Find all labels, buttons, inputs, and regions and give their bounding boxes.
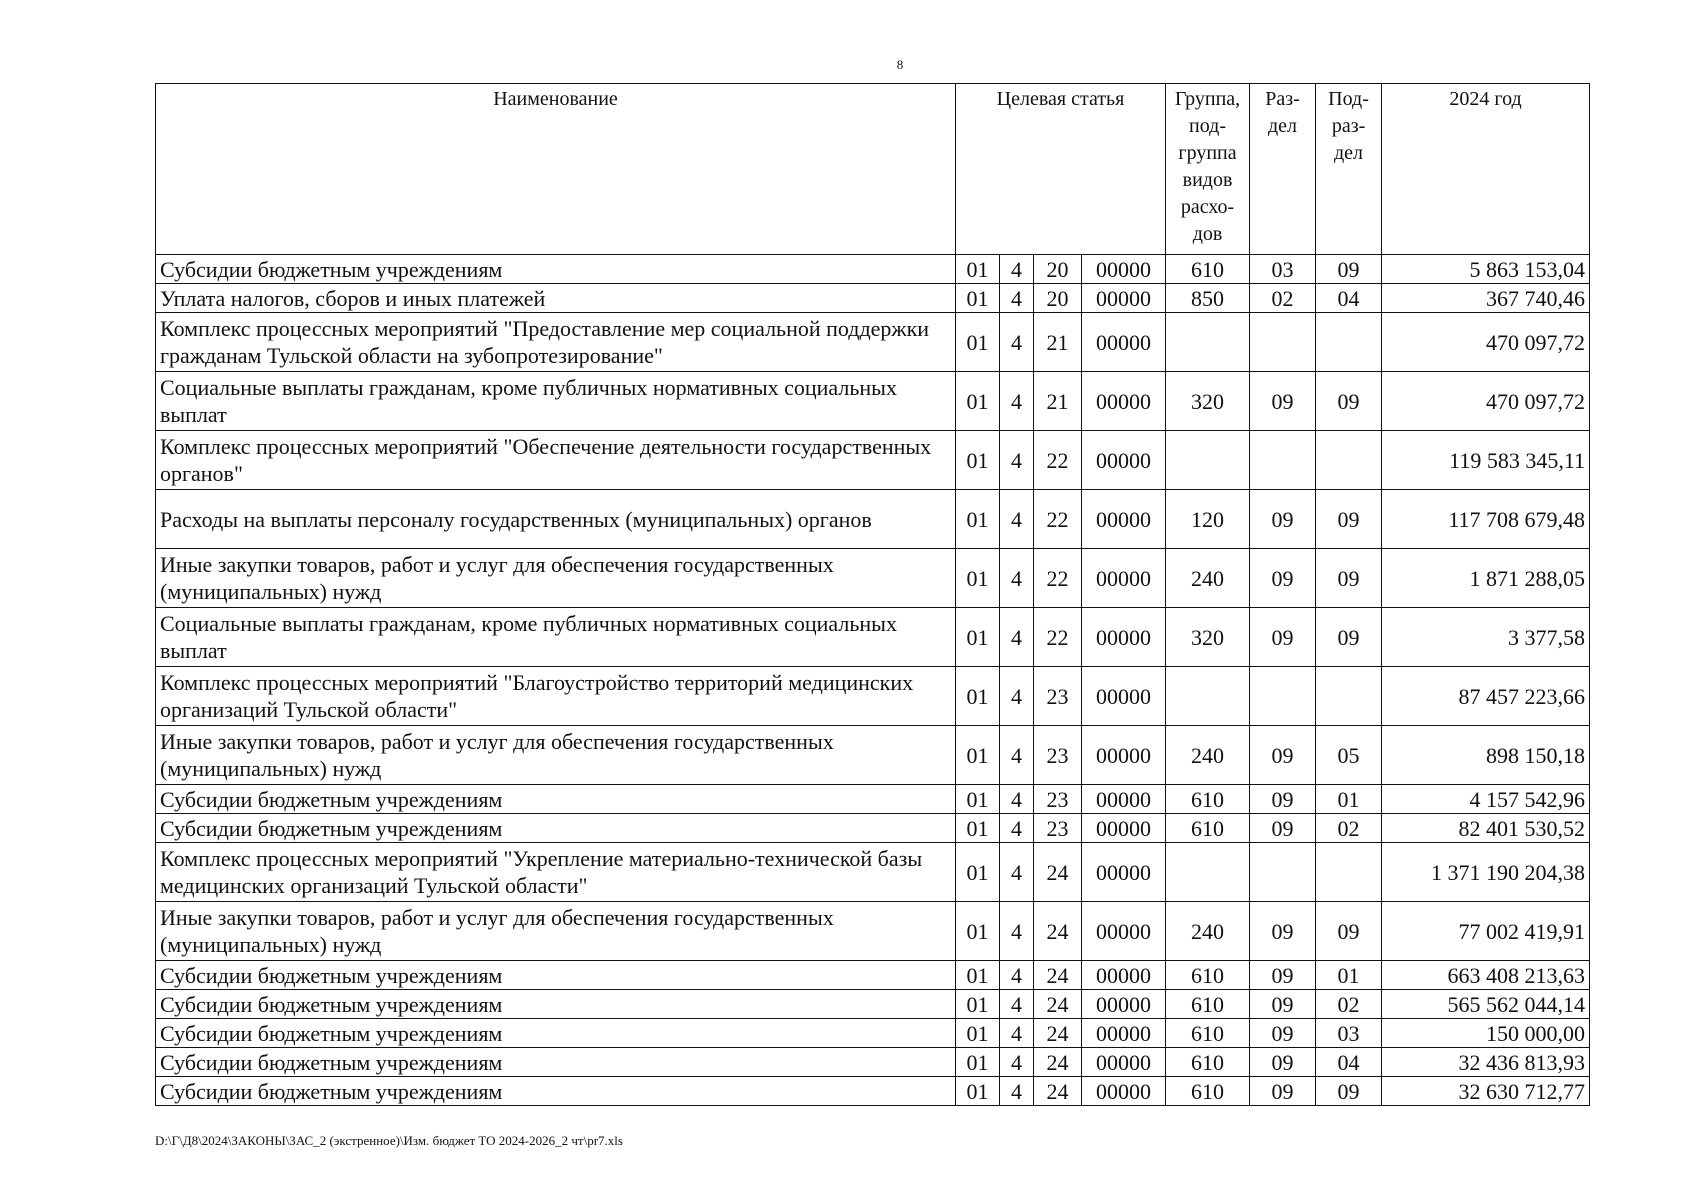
code-item: 24 (1034, 990, 1082, 1019)
expense-group: 610 (1166, 1048, 1250, 1077)
code-type: 4 (1000, 902, 1034, 961)
code-direction: 00000 (1082, 255, 1166, 284)
code-type: 4 (1000, 667, 1034, 726)
code-type: 4 (1000, 990, 1034, 1019)
row-name: Субсидии бюджетным учреждениям (156, 1048, 956, 1077)
expense-group (1166, 667, 1250, 726)
row-name: Субсидии бюджетным учреждениям (156, 1077, 956, 1106)
expense-group: 120 (1166, 490, 1250, 549)
code-item: 24 (1034, 902, 1082, 961)
code-program: 01 (956, 284, 1000, 313)
amount-2024: 565 562 044,14 (1382, 990, 1590, 1019)
code-program: 01 (956, 726, 1000, 785)
code-direction: 00000 (1082, 313, 1166, 372)
code-type: 4 (1000, 549, 1034, 608)
section: 09 (1250, 1077, 1316, 1106)
expense-group (1166, 313, 1250, 372)
code-program: 01 (956, 961, 1000, 990)
header-name: Наименование (156, 84, 956, 255)
expense-group: 610 (1166, 814, 1250, 843)
subsection (1316, 431, 1382, 490)
expense-group (1166, 431, 1250, 490)
table-row (156, 284, 1590, 313)
row-name: Иные закупки товаров, работ и услуг для обеспечения государственных (муниципальных) нужд (156, 726, 956, 785)
code-item: 22 (1034, 490, 1082, 549)
expense-group: 610 (1166, 1077, 1250, 1106)
row-name: Комплекс процессных мероприятий "Предоставление мер социальной поддержки гражданам Тульской области на зубопротезирование" (156, 313, 956, 372)
table-row (156, 490, 1590, 549)
code-direction: 00000 (1082, 431, 1166, 490)
row-name: Иные закупки товаров, работ и услуг для обеспечения государственных (муниципальных) нужд (156, 549, 956, 608)
expense-group: 610 (1166, 990, 1250, 1019)
amount-2024: 1 871 288,05 (1382, 549, 1590, 608)
section (1250, 667, 1316, 726)
expense-group: 240 (1166, 726, 1250, 785)
row-name: Уплата налогов, сборов и иных платежей (156, 284, 956, 313)
subsection: 09 (1316, 549, 1382, 608)
row-name: Комплекс процессных мероприятий "Благоустройство территорий медицинских организаций Тульской области" (156, 667, 956, 726)
header-group (1166, 84, 1250, 255)
row-name: Субсидии бюджетным учреждениям (156, 785, 956, 814)
amount-2024: 3 377,58 (1382, 608, 1590, 667)
amount-2024: 87 457 223,66 (1382, 667, 1590, 726)
table-row (156, 1077, 1590, 1106)
subsection: 09 (1316, 608, 1382, 667)
amount-2024: 470 097,72 (1382, 313, 1590, 372)
code-direction: 00000 (1082, 990, 1166, 1019)
table-row (156, 255, 1590, 284)
amount-2024: 663 408 213,63 (1382, 961, 1590, 990)
table-row (156, 1019, 1590, 1048)
table-row (156, 372, 1590, 431)
table-row (156, 902, 1590, 961)
row-name: Социальные выплаты гражданам, кроме публичных нормативных социальных выплат (156, 608, 956, 667)
code-program: 01 (956, 255, 1000, 284)
code-program: 01 (956, 1048, 1000, 1077)
section: 09 (1250, 726, 1316, 785)
code-item: 24 (1034, 1048, 1082, 1077)
code-direction: 00000 (1082, 1048, 1166, 1077)
code-program: 01 (956, 990, 1000, 1019)
amount-2024: 470 097,72 (1382, 372, 1590, 431)
code-program: 01 (956, 313, 1000, 372)
code-direction: 00000 (1082, 785, 1166, 814)
code-direction: 00000 (1082, 961, 1166, 990)
row-name: Субсидии бюджетным учреждениям (156, 255, 956, 284)
section: 09 (1250, 1048, 1316, 1077)
code-direction: 00000 (1082, 1019, 1166, 1048)
code-direction: 00000 (1082, 843, 1166, 902)
section: 09 (1250, 372, 1316, 431)
code-item: 23 (1034, 726, 1082, 785)
code-program: 01 (956, 1077, 1000, 1106)
code-type: 4 (1000, 284, 1034, 313)
header-row (156, 84, 1590, 255)
table-row (156, 843, 1590, 902)
subsection (1316, 667, 1382, 726)
page-number: 8 (896, 57, 904, 72)
code-item: 20 (1034, 284, 1082, 313)
expense-group: 240 (1166, 902, 1250, 961)
expense-group: 320 (1166, 372, 1250, 431)
code-type: 4 (1000, 785, 1034, 814)
code-item: 23 (1034, 785, 1082, 814)
subsection: 02 (1316, 814, 1382, 843)
code-item: 21 (1034, 313, 1082, 372)
amount-2024: 4 157 542,96 (1382, 785, 1590, 814)
amount-2024: 1 371 190 204,38 (1382, 843, 1590, 902)
header-group-text: Группа, под- группа видов расхо- дов (1174, 88, 1241, 245)
code-item: 23 (1034, 814, 1082, 843)
row-name: Комплекс процессных мероприятий "Обеспечение деятельности государственных органов" (156, 431, 956, 490)
header-subsection: Под- раз- дел (1316, 84, 1382, 255)
code-type: 4 (1000, 843, 1034, 902)
table-row (156, 1048, 1590, 1077)
subsection: 09 (1316, 902, 1382, 961)
code-direction: 00000 (1082, 814, 1166, 843)
amount-2024: 150 000,00 (1382, 1019, 1590, 1048)
code-direction: 00000 (1082, 608, 1166, 667)
row-name: Комплекс процессных мероприятий "Укрепление материально-технической базы медицинских организаций Тульской области" (156, 843, 956, 902)
code-type: 4 (1000, 961, 1034, 990)
code-direction: 00000 (1082, 726, 1166, 785)
subsection (1316, 313, 1382, 372)
section: 09 (1250, 785, 1316, 814)
code-direction: 00000 (1082, 902, 1166, 961)
code-item: 23 (1034, 667, 1082, 726)
code-item: 24 (1034, 1077, 1082, 1106)
subsection: 03 (1316, 1019, 1382, 1048)
code-program: 01 (956, 608, 1000, 667)
section: 09 (1250, 490, 1316, 549)
code-item: 24 (1034, 843, 1082, 902)
table-row (156, 313, 1590, 372)
code-type: 4 (1000, 1048, 1034, 1077)
amount-2024: 82 401 530,52 (1382, 814, 1590, 843)
table-row (156, 608, 1590, 667)
code-item: 22 (1034, 431, 1082, 490)
section: 09 (1250, 608, 1316, 667)
amount-2024: 119 583 345,11 (1382, 431, 1590, 490)
expense-group: 610 (1166, 961, 1250, 990)
code-direction: 00000 (1082, 284, 1166, 313)
code-program: 01 (956, 785, 1000, 814)
code-program: 01 (956, 1019, 1000, 1048)
code-item: 24 (1034, 1019, 1082, 1048)
expense-group: 240 (1166, 549, 1250, 608)
header-target: Целевая статья (956, 84, 1166, 255)
code-type: 4 (1000, 726, 1034, 785)
code-direction: 00000 (1082, 549, 1166, 608)
expense-group: 610 (1166, 785, 1250, 814)
table-row (156, 990, 1590, 1019)
code-direction: 00000 (1082, 1077, 1166, 1106)
code-type: 4 (1000, 372, 1034, 431)
expense-group: 610 (1166, 255, 1250, 284)
code-program: 01 (956, 372, 1000, 431)
section: 09 (1250, 1019, 1316, 1048)
table-row (156, 726, 1590, 785)
amount-2024: 117 708 679,48 (1382, 490, 1590, 549)
table-row (156, 667, 1590, 726)
subsection: 09 (1316, 490, 1382, 549)
section (1250, 431, 1316, 490)
code-direction: 00000 (1082, 490, 1166, 549)
section: 02 (1250, 284, 1316, 313)
section: 09 (1250, 990, 1316, 1019)
section (1250, 843, 1316, 902)
code-program: 01 (956, 667, 1000, 726)
table-row (156, 549, 1590, 608)
subsection: 09 (1316, 1077, 1382, 1106)
code-direction: 00000 (1082, 372, 1166, 431)
row-name: Субсидии бюджетным учреждениям (156, 961, 956, 990)
amount-2024: 367 740,46 (1382, 284, 1590, 313)
code-item: 21 (1034, 372, 1082, 431)
subsection: 09 (1316, 372, 1382, 431)
amount-2024: 5 863 153,04 (1382, 255, 1590, 284)
code-program: 01 (956, 490, 1000, 549)
subsection: 02 (1316, 990, 1382, 1019)
amount-2024: 32 630 712,77 (1382, 1077, 1590, 1106)
code-type: 4 (1000, 608, 1034, 667)
row-name: Субсидии бюджетным учреждениям (156, 1019, 956, 1048)
table-row (156, 814, 1590, 843)
code-type: 4 (1000, 313, 1034, 372)
header-year: 2024 год (1382, 84, 1590, 255)
code-program: 01 (956, 549, 1000, 608)
row-name: Субсидии бюджетным учреждениям (156, 814, 956, 843)
code-item: 22 (1034, 608, 1082, 667)
code-type: 4 (1000, 1077, 1034, 1106)
row-name: Субсидии бюджетным учреждениям (156, 990, 956, 1019)
amount-2024: 32 436 813,93 (1382, 1048, 1590, 1077)
subsection (1316, 843, 1382, 902)
row-name: Социальные выплаты гражданам, кроме публичных нормативных социальных выплат (156, 372, 956, 431)
expense-group: 320 (1166, 608, 1250, 667)
code-item: 22 (1034, 549, 1082, 608)
budget-table (155, 83, 1590, 1106)
section: 09 (1250, 961, 1316, 990)
amount-2024: 898 150,18 (1382, 726, 1590, 785)
section: 09 (1250, 549, 1316, 608)
section: 09 (1250, 814, 1316, 843)
code-type: 4 (1000, 255, 1034, 284)
code-type: 4 (1000, 490, 1034, 549)
code-program: 01 (956, 902, 1000, 961)
subsection: 05 (1316, 726, 1382, 785)
code-type: 4 (1000, 814, 1034, 843)
code-direction: 00000 (1082, 667, 1166, 726)
row-name: Расходы на выплаты персоналу государственных (муниципальных) органов (156, 490, 956, 549)
header-section: Раз- дел (1250, 84, 1316, 255)
table-row (156, 961, 1590, 990)
section: 03 (1250, 255, 1316, 284)
section: 09 (1250, 902, 1316, 961)
expense-group (1166, 843, 1250, 902)
subsection: 09 (1316, 255, 1382, 284)
code-program: 01 (956, 431, 1000, 490)
subsection: 04 (1316, 284, 1382, 313)
subsection: 04 (1316, 1048, 1382, 1077)
code-type: 4 (1000, 431, 1034, 490)
expense-group: 850 (1166, 284, 1250, 313)
code-type: 4 (1000, 1019, 1034, 1048)
table-row (156, 785, 1590, 814)
code-item: 24 (1034, 961, 1082, 990)
code-program: 01 (956, 843, 1000, 902)
footer-file-path: D:\Г\Д8\2024\ЗАКОНЫ\ЗАС_2 (экстренное)\Изм. бюджет ТО 2024-2026_2 чт\pr7.xls (155, 1133, 623, 1148)
subsection: 01 (1316, 961, 1382, 990)
code-program: 01 (956, 814, 1000, 843)
amount-2024: 77 002 419,91 (1382, 902, 1590, 961)
section (1250, 313, 1316, 372)
expense-group: 610 (1166, 1019, 1250, 1048)
table-row (156, 431, 1590, 490)
subsection: 01 (1316, 785, 1382, 814)
code-item: 20 (1034, 255, 1082, 284)
row-name: Иные закупки товаров, работ и услуг для обеспечения государственных (муниципальных) нужд (156, 902, 956, 961)
